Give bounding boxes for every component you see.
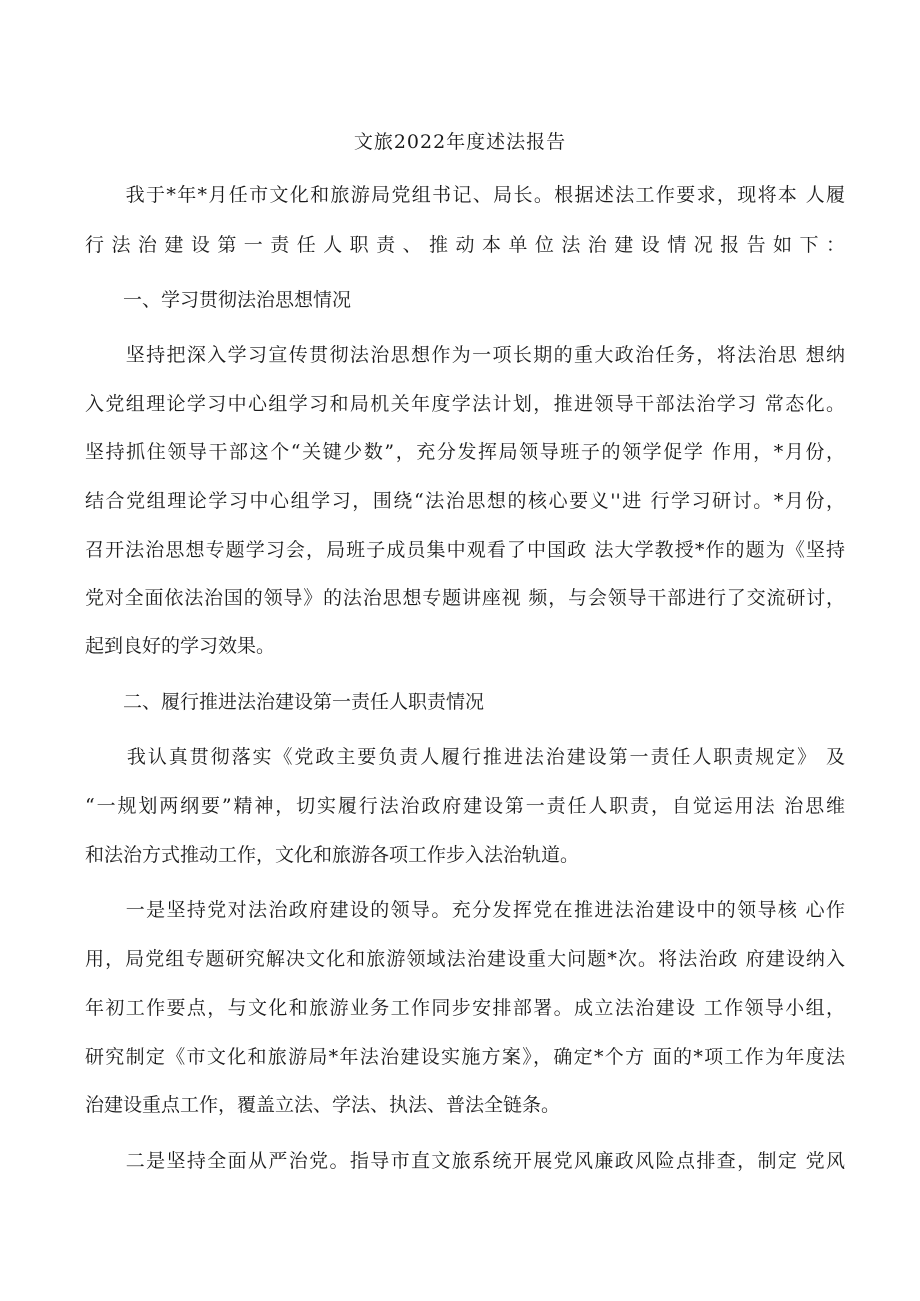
line-5: 入党组理论学习中心组学习和局机关年度学法计划，推进领导干部法治学习 常态化。	[85, 393, 845, 415]
line-9: 党对全面依法治国的领导》的法治思想专题讲座视 频，与会领导干部进行了交流研讨，	[85, 587, 845, 609]
document-title: 文旅2022年度述法报告	[353, 131, 567, 153]
line-14: 和法治方式推动工作，文化和旅游各项工作步入法治轨道。	[85, 844, 580, 866]
line-7: 结合党组理论学习中心组学习，围绕“法治思想的核心要义''进 行学习研讨。*月份，	[85, 490, 845, 512]
line-6: 坚持抓住领导干部这个“关键少数”，充分发挥局领导班子的领学促学 作用，*月份，	[85, 441, 845, 463]
heading-2: 二、履行推进法治建设第一责任人职责情况	[85, 691, 485, 713]
line-13: “一规划两纲要”精神，切实履行法治政府建设第一责任人职责，自觉运用法 治思维	[85, 795, 845, 817]
line-17: 年初工作要点，与文化和旅游业务工作同步安排部署。成立法治建设 工作领导小组，	[85, 997, 845, 1019]
line-18: 研究制定《市文化和旅游局*年法治建设实施方案》，确定*个方 面的*项工作为年度法	[85, 1046, 845, 1068]
line-20: 二是坚持全面从严治党。指导市直文旅系统开展党风廉政风险点排查，制定 党风	[85, 1150, 845, 1172]
line-10: 起到良好的学习效果。	[85, 635, 276, 657]
line-4: 坚持把深入学习宣传贯彻法治思想作为一项长期的重大政治任务，将法治思 想纳	[85, 344, 845, 366]
line-15: 一是坚持党对法治政府建设的领导。充分发挥党在推进法治建设中的领导核 心作	[85, 899, 845, 921]
line-12: 我认真贯彻落实《党政主要负责人履行推进法治建设第一责任人职责规定》 及	[85, 746, 845, 768]
line-8: 召开法治思想专题学习会，局班子成员集中观看了中国政 法大学教授*作的题为《坚持	[85, 539, 845, 561]
line-2: 行法治建设第一责任人职责、推动本单位法治建设情况报告如下：	[85, 234, 845, 256]
heading-1: 一、学习贯彻法治思想情况	[85, 289, 352, 311]
line-16: 用，局党组专题研究解决文化和旅游领域法治建设重大问题*次。将法治政 府建设纳入	[85, 948, 845, 970]
line-1: 我于*年*月任市文化和旅游局党组书记、局长。根据述法工作要求，现将本 人履	[85, 184, 845, 206]
line-19: 治建设重点工作，覆盖立法、学法、执法、普法全链条。	[85, 1094, 561, 1116]
